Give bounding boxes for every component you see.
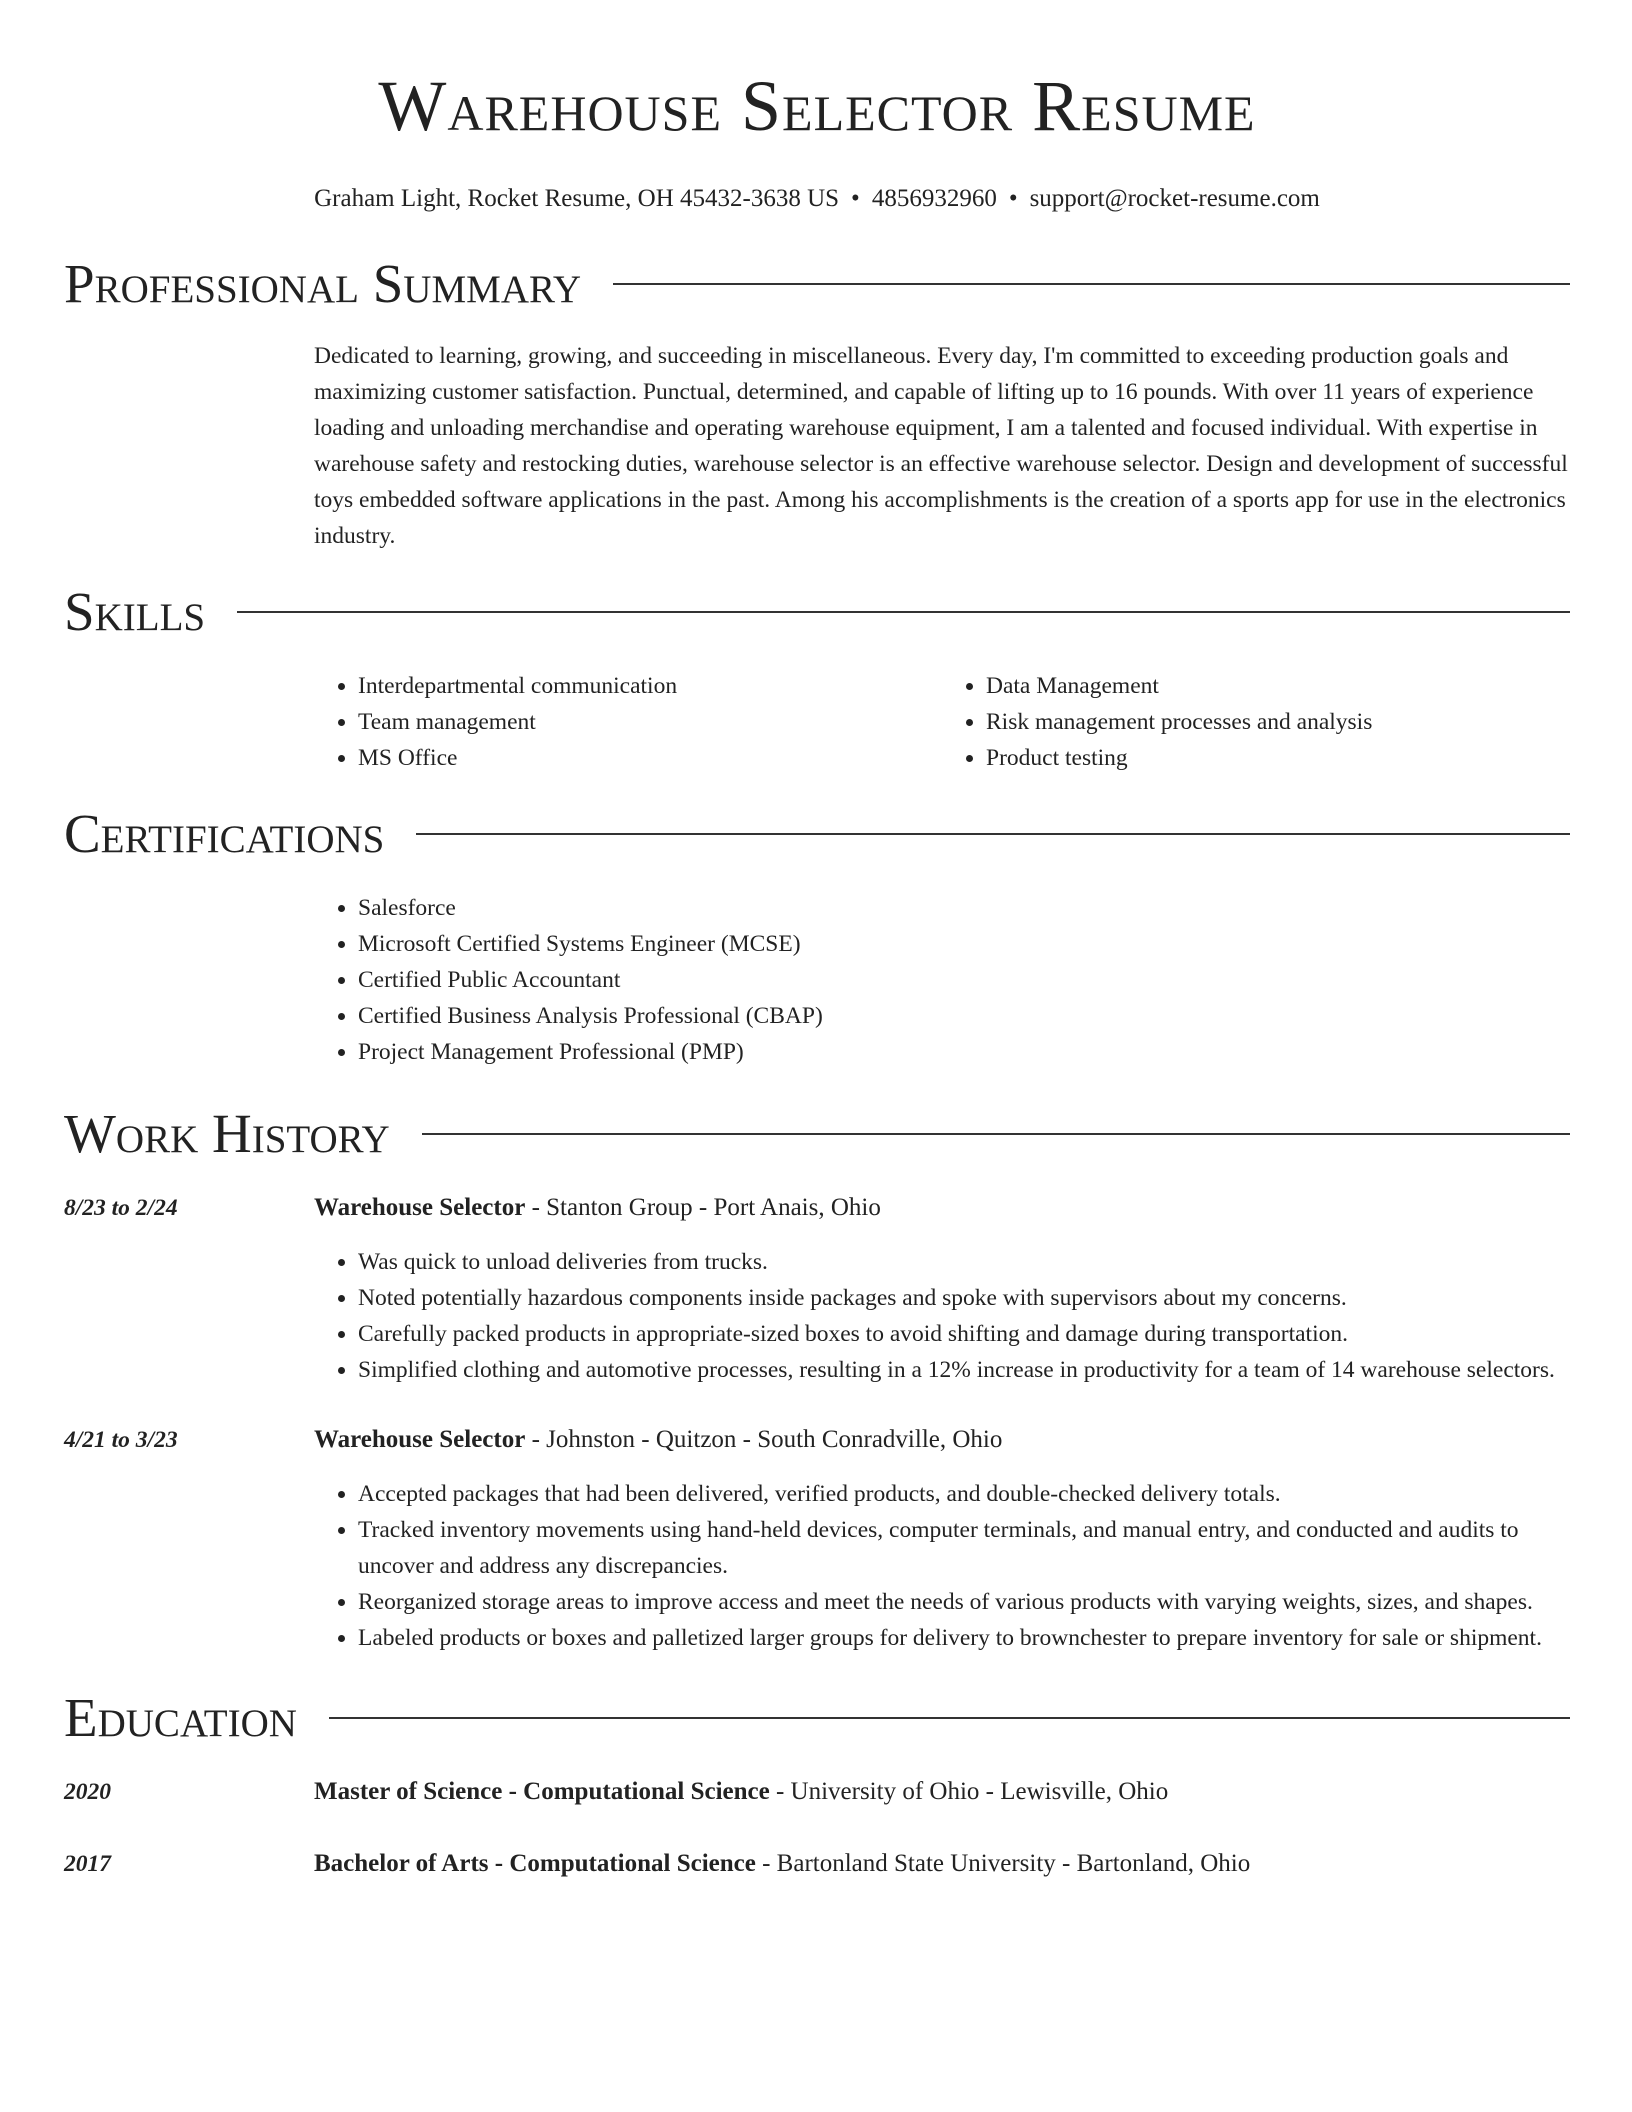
certifications-section (64, 796, 1570, 1070)
job-dates: 4/21 to 3/23 (64, 1427, 178, 1453)
section-divider (422, 1133, 1570, 1135)
job-heading (314, 1422, 1570, 1458)
section-divider (613, 283, 1570, 285)
contact-phone: 4856932960 (871, 185, 997, 212)
job-bullets (314, 1476, 1570, 1656)
certifications-list (314, 890, 1570, 1070)
education-school: - University of Ohio - Lewisville, Ohio (769, 1778, 1169, 1805)
education-school: - Bartonland State University - Bartonland, Ohio (755, 1850, 1251, 1877)
certification-item: • Certified Business Analysis Professional (CBAP) (358, 998, 1570, 1034)
summary-text: Dedicated to learning, growing, and succeeding in miscellaneous. Every day, I'm committed to exceeding production goals and maximizing customer satisfaction. Punctual, determined, and capable of lifting up to 16 pounds. With over 11 years of experience loading and unloading merchandise and operating warehouse equipment, I am a talented and focused individual. With expertise in warehouse safety and restocking duties, warehouse selector is an effective warehouse selector. Design and development of successful toys embedded software applications in the past. Among his accomplishments is the creation of a sports app for use in the electronics industry. (314, 343, 1568, 549)
job-title: Warehouse Selector (314, 1426, 526, 1453)
certification-item: • Project Management Professional (PMP) (358, 1034, 1570, 1070)
summary-header (64, 246, 1570, 322)
job-bullet: • Noted potentially hazardous components inside packages and spoke with supervisors about my concerns. (358, 1280, 1570, 1316)
skills-column-left (314, 668, 942, 776)
job-entry (64, 1190, 1570, 1388)
contact-separator: • (1008, 185, 1018, 212)
skills-list (314, 668, 1570, 776)
education-degree: Master of Science - Computational Science (314, 1778, 770, 1805)
job-company: - Johnston - Quitzon - South Conradville, Ohio (525, 1426, 1003, 1453)
job-entry (64, 1422, 1570, 1656)
skills-column-right (942, 668, 1570, 776)
job-bullet: • Labeled products or boxes and palletized larger groups for delivery to brownchester to prepare inventory for sale or shipment. (358, 1620, 1570, 1656)
education-details (314, 1774, 1570, 1810)
contact-line (64, 182, 1570, 216)
job-details (314, 1422, 1570, 1656)
job-bullet: • Simplified clothing and automotive processes, resulting in a 12% increase in productivity for a team of 14 warehouse selectors. (358, 1352, 1570, 1388)
certification-item: • Microsoft Certified Systems Engineer (MCSE) (358, 926, 1570, 962)
education-entry (64, 1846, 1570, 1882)
education-header (64, 1680, 1570, 1756)
job-bullets (314, 1244, 1570, 1388)
job-bullet: • Tracked inventory movements using hand-held devices, computer terminals, and manual entry, and conducted and audits to uncover and address any discrepancies. (358, 1512, 1570, 1584)
job-title: Warehouse Selector (314, 1194, 526, 1221)
job-bullet: • Accepted packages that had been delivered, verified products, and double-checked delivery totals. (358, 1476, 1570, 1512)
skills-section (64, 574, 1570, 776)
skills-header (64, 574, 1570, 650)
job-bullet: • Reorganized storage areas to improve access and meet the needs of various products with varying weights, sizes, and shapes. (358, 1584, 1570, 1620)
summary-title: Professional Summary (64, 253, 582, 314)
section-divider (329, 1717, 1570, 1719)
job-dates: 8/23 to 2/24 (64, 1195, 178, 1221)
education-section (64, 1680, 1570, 1882)
education-details (314, 1846, 1570, 1882)
skill-item: • MS Office (358, 740, 942, 776)
certifications-title: Certifications (64, 803, 385, 864)
skill-item: • Data Management (986, 668, 1570, 704)
resume-title: Warehouse Selector Resume (378, 66, 1256, 146)
section-divider (237, 611, 1570, 613)
job-bullet: • Was quick to unload deliveries from trucks. (358, 1244, 1570, 1280)
contact-address: Graham Light, Rocket Resume, OH 45432-3638 US (314, 185, 840, 212)
skill-item: • Interdepartmental communication (358, 668, 942, 704)
skill-item: • Team management (358, 704, 942, 740)
certifications-header (64, 796, 1570, 872)
certification-item: • Salesforce (358, 890, 1570, 926)
work-history-section (64, 1096, 1570, 1656)
job-heading (314, 1190, 1570, 1226)
job-bullet: • Carefully packed products in appropriate-sized boxes to avoid shifting and damage during transportation. (358, 1316, 1570, 1352)
education-degree: Bachelor of Arts - Computational Science (314, 1850, 756, 1877)
job-details (314, 1190, 1570, 1388)
contact-email: support@rocket-resume.com (1029, 185, 1320, 212)
certification-item: • Certified Public Accountant (358, 962, 1570, 998)
skill-item: • Risk management processes and analysis (986, 704, 1570, 740)
education-year: 2020 (64, 1779, 111, 1805)
education-year: 2017 (64, 1851, 111, 1877)
section-divider (416, 833, 1570, 835)
job-company: - Stanton Group - Port Anais, Ohio (525, 1194, 881, 1221)
contact-separator: • (851, 185, 860, 212)
summary-section (64, 246, 1570, 554)
work-history-header (64, 1096, 1570, 1172)
education-title: Education (64, 1687, 297, 1748)
skills-title: Skills (64, 581, 206, 642)
skill-item: • Product testing (986, 740, 1570, 776)
work-history-title: Work History (64, 1103, 390, 1164)
education-entry (64, 1774, 1570, 1810)
